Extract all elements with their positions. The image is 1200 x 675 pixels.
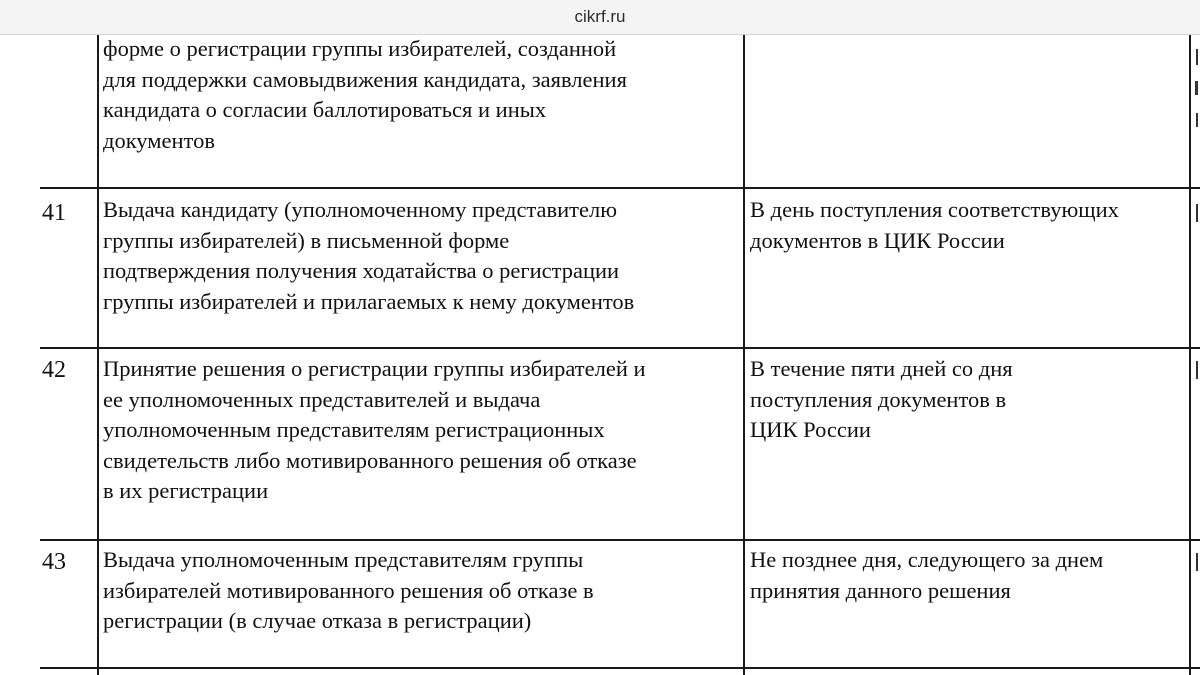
row-number: 41 [42, 200, 66, 226]
row-description: Принятие решения о регистрации группы избирателей и ее уполномоченных представителей и выдача уполномоченным представителям регистрационных свидетельств либо мотивированного решения об отказе в их регистрации [103, 356, 646, 503]
row-divider [40, 347, 1200, 349]
row-description: Выдача кандидату (уполномоченному представителю группы избирателей) в письменной форме подтверждения получения ходатайства о регистрации группы избирателей и прилагаемых к нему документов [103, 197, 635, 314]
column-divider [743, 35, 745, 675]
row-description: Выдача уполномоченным представителям группы избирателей мотивированного решения об отказе в регистрации (в случае отказа в регистрации) [103, 547, 594, 633]
row-term: В течение пяти дней со дня поступления документов в ЦИК России [750, 356, 1013, 442]
row-term: Не позднее дня, следующего за днем принятия данного решения [750, 547, 1104, 603]
row-number: 42 [42, 357, 66, 383]
row-divider [40, 187, 1200, 189]
row-description: форме о регистрации группы избирателей, созданной для поддержки самовыдвижения кандидата, заявления кандидата о согласии баллотироваться и иных документов [103, 36, 627, 153]
clipped-column-fragment [1193, 198, 1200, 228]
document-page [0, 35, 1200, 675]
url-text: cikrf.ru [574, 7, 626, 26]
row-number: 43 [42, 549, 66, 575]
clipped-column-fragment [1193, 41, 1200, 161]
column-divider [97, 35, 99, 675]
address-bar[interactable] [0, 0, 1200, 35]
clipped-column-fragment [1193, 355, 1200, 385]
row-divider [40, 539, 1200, 541]
row-term: В день поступления соответствующих документов в ЦИК России [750, 197, 1119, 253]
clipped-column-fragment [1193, 547, 1200, 577]
row-divider [40, 667, 1200, 669]
